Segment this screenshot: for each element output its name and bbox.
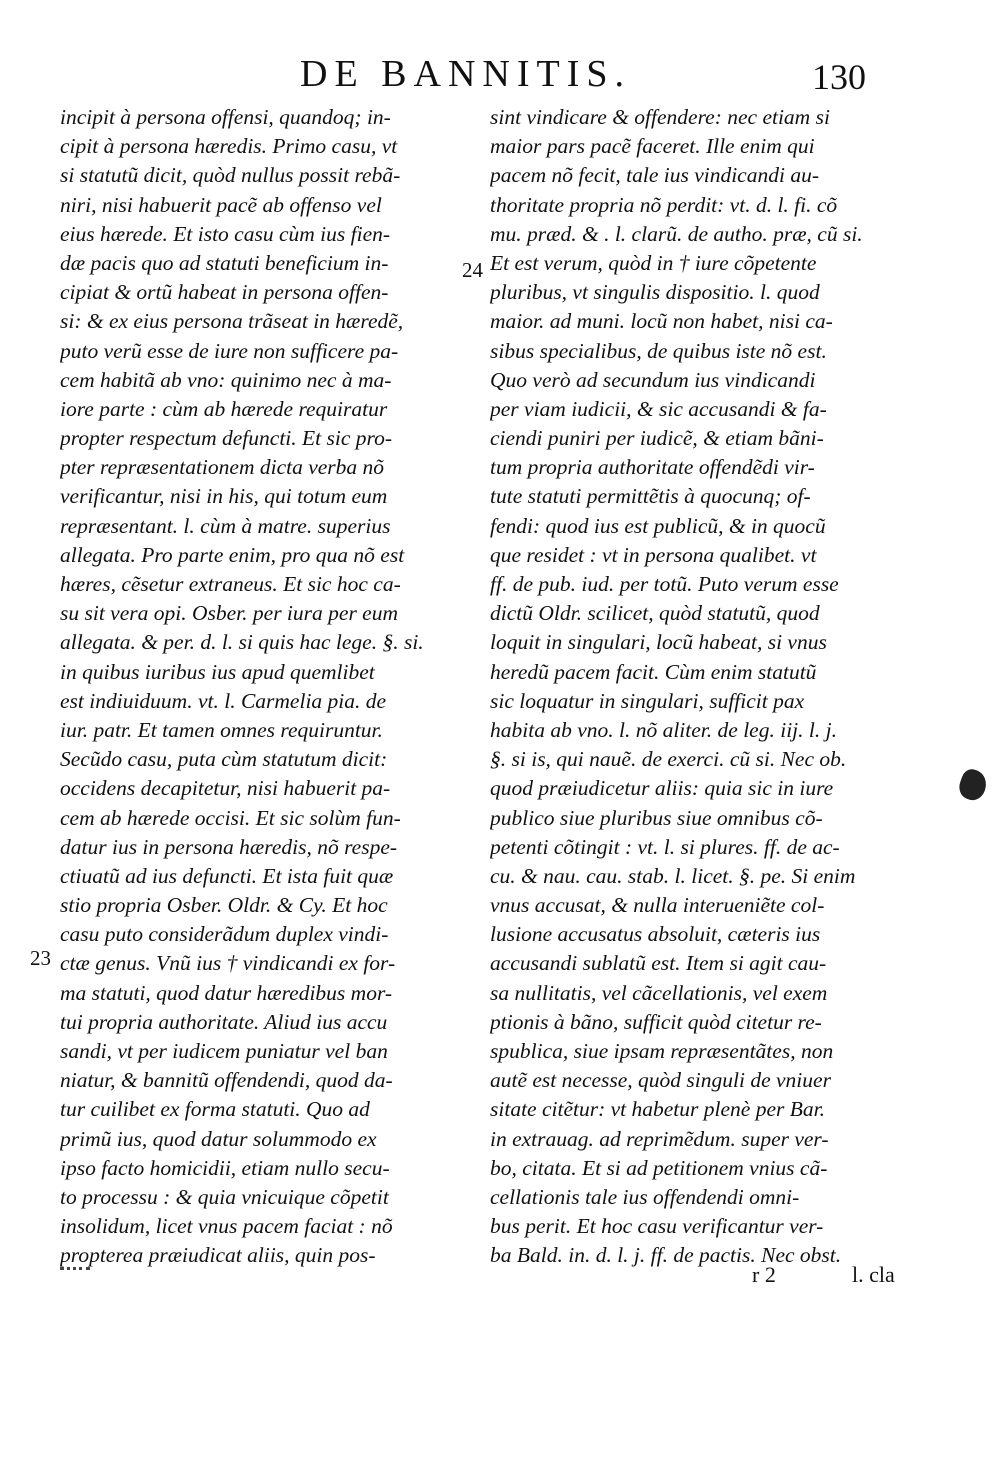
left-text-column <box>60 103 468 1271</box>
text-line: casu puto considerãdum duplex vindi- <box>60 922 389 947</box>
text-line: sint vindicare & offendere: nec etiam si <box>490 105 830 129</box>
text-line: ctiuatũ ad ius defuncti. Et ista fuit quæ <box>60 863 394 888</box>
text-line: pter repræsentationem dicta verba nõ <box>60 455 385 480</box>
margin-number-23: 23 <box>30 946 51 970</box>
text-line: thoritate propria nõ perdit: vt. d. l. fi. cõ <box>490 192 838 217</box>
text-line: bo, citata. Et si ad petitionem vnius cã- <box>490 1155 828 1180</box>
text-line: allegata. Pro parte enim, pro qua nõ est <box>60 542 405 567</box>
text-line: Quo verò ad secundum ius vindicandi <box>490 367 816 392</box>
text-line: in quibus iuribus ius apud quemlibet <box>60 659 375 684</box>
text-line: niri, nisi habuerit pacẽ ab offenso vel <box>60 192 382 217</box>
text-line: que residet : vt in persona qualibet. vt <box>490 542 817 567</box>
text-line: datur ius in persona hæredis, nõ respe- <box>60 834 398 859</box>
text-line: maior pars pacẽ faceret. Ille enim qui <box>490 134 815 159</box>
text-line: incipit à persona offensi, quandoq; in- <box>60 105 391 129</box>
text-line: niatur, & bannitũ offendendi, quod da- <box>60 1068 393 1093</box>
text-line: sic loquatur in singulari, sufficit pax <box>490 688 805 713</box>
text-line: tute statuti permittẽtis à quocunq; of- <box>490 484 811 509</box>
text-line: publico siue pluribus siue omnibus cõ- <box>490 805 823 830</box>
text-line: stio propria Osber. Oldr. & Cy. Et hoc <box>60 893 388 918</box>
text-line: hæres, cẽsetur extraneus. Et sic hoc ca- <box>60 572 401 596</box>
text-line: Secũdo casu, puta cùm statutum dicit: <box>60 747 388 772</box>
text-line: sibus specialibus, de quibus iste nõ est. <box>490 338 827 363</box>
text-line: sa nullitatis, vel cãcellationis, vel exem <box>490 980 828 1005</box>
text-line: iore parte : cùm ab hærede requiratur <box>60 396 388 421</box>
text-line: cem ab hærede occisi. Et sic solùm fun- <box>60 805 401 830</box>
ink-specks <box>60 1267 90 1273</box>
text-line: verificantur, nisi in his, qui totum eum <box>60 484 388 509</box>
text-line: loquit in singulari, locũ habeat, si vnus <box>490 630 827 655</box>
text-line: cu. & nau. cau. stab. l. licet. §. pe. Si enim <box>490 863 856 888</box>
text-line: habita ab vno. l. nõ aliter. de leg. iij. l. j. <box>490 717 837 742</box>
text-line: ma statuti, quod datur hæredibus mor- <box>60 980 393 1005</box>
text-line: petenti cõtingit : vt. l. si plures. ff. de ac- <box>490 834 840 859</box>
right-text-column <box>490 103 910 1271</box>
text-line: si: & ex eius persona trãseat in hæredẽ, <box>60 309 404 334</box>
text-line: cellationis tale ius offendendi omni- <box>490 1184 800 1209</box>
text-line: ctæ genus. Vnũ ius † vindicandi ex for- <box>60 951 396 976</box>
text-line: primũ ius, quod datur solummodo ex <box>60 1126 377 1151</box>
text-line: dictũ Oldr. scilicet, quòd statutũ, quod <box>490 601 820 626</box>
text-line: dæ pacis quo ad statuti beneficium in- <box>60 250 389 275</box>
text-line: autẽ est necesse, quòd singuli de vniuer <box>490 1068 831 1093</box>
text-line: mu. præd. & . l. clarũ. de autho. præ, cũ si. <box>490 221 863 246</box>
text-line: lusione accusatus absoluit, cæteris ius <box>490 922 821 947</box>
text-line: propterea præiudicat aliis, quin pos- <box>60 1243 376 1268</box>
text-line: spublica, siue ipsam repræsentãtes, non <box>490 1039 834 1063</box>
text-line: iur. patr. Et tamen omnes requiruntur. <box>60 717 383 742</box>
text-line: fendi: quod ius est publicũ, & in quocũ <box>490 513 826 538</box>
text-line: ba Bald. in. d. l. j. ff. de pactis. Nec obst. <box>490 1243 842 1268</box>
text-line: eius hærede. Et isto casu cùm ius fien- <box>60 221 391 246</box>
text-line: accusandi sublatũ est. Item si agit cau- <box>490 951 827 976</box>
text-line: allegata. & per. d. l. si quis hac lege. §. si. <box>60 630 424 655</box>
folio-number: 130 <box>812 57 866 97</box>
text-line: per viam iudicii, & sic accusandi & fa- <box>490 396 827 421</box>
text-line: cem habitã ab vno: quinimo nec à ma- <box>60 367 392 392</box>
text-line: bus perit. Et hoc casu verificantur ver- <box>490 1214 824 1239</box>
running-title: DE BANNITIS. <box>300 53 631 95</box>
text-line: cipit à persona hæredis. Primo casu, vt <box>60 134 398 159</box>
text-line: in extrauag. ad reprimẽdum. super ver- <box>490 1126 829 1151</box>
text-line: maior. ad muni. locũ non habet, nisi ca- <box>490 309 833 334</box>
text-line: repræsentant. l. cùm à matre. superius <box>60 513 391 538</box>
text-line: pluribus, vt singulis dispositio. l. quod <box>490 280 820 305</box>
text-line: ptionis à bãno, sufficit quòd citetur re- <box>490 1009 822 1034</box>
ink-blot <box>956 766 991 803</box>
text-line: §. si is, qui nauẽ. de exerci. cũ si. Nec ob. <box>490 747 847 772</box>
text-line: insolidum, licet vnus pacem faciat : nõ <box>60 1214 393 1239</box>
text-line: su sit vera opi. Osber. per iura per eum <box>60 601 399 626</box>
margin-number-24: 24 <box>462 258 483 282</box>
text-line: vnus accusat, & nulla interueniẽte col- <box>490 893 825 918</box>
text-line: to processu : & quia vnicuique cõpetit <box>60 1184 389 1209</box>
signature-mark: r 2 <box>752 1262 776 1287</box>
text-line: puto verũ esse de iure non sufficere pa- <box>60 338 399 363</box>
text-line: propter respectum defuncti. Et sic pro- <box>60 426 392 451</box>
text-line: cipiat & ortũ habeat in persona offen- <box>60 280 389 305</box>
text-line: si statutũ dicit, quòd nullus possit rebã- <box>60 163 401 188</box>
text-line: ciendi puniri per iudicẽ, & etiam bãni- <box>490 426 824 451</box>
text-line: tum propria authoritate offendẽdi vir- <box>490 455 815 480</box>
text-line: tui propria authoritate. Aliud ius accu <box>60 1009 388 1034</box>
text-line: pacem nõ fecit, tale ius vindicandi au- <box>490 163 819 188</box>
text-line: occidens decapitetur, nisi habuerit pa- <box>60 776 391 801</box>
text-line: ff. de pub. iud. per totũ. Puto verum esse <box>490 572 839 596</box>
text-line: ipso facto homicidii, etiam nullo secu- <box>60 1155 390 1180</box>
catchword: l. cla <box>852 1262 895 1287</box>
text-line: est indiuiduum. vt. l. Carmelia pia. de <box>60 688 387 713</box>
text-line: quod præiudicetur aliis: quia sic in iure <box>490 776 834 801</box>
text-line: sitate citẽtur: vt habetur plenè per Bar. <box>490 1097 825 1122</box>
text-line: heredũ pacem facit. Cùm enim statutũ <box>490 659 817 684</box>
text-line: sandi, vt per iudicem puniatur vel ban <box>60 1039 388 1063</box>
text-line: Et est verum, quòd in † iure cõpetente <box>490 250 817 275</box>
text-line: tur cuilibet ex forma statuti. Quo ad <box>60 1097 370 1122</box>
